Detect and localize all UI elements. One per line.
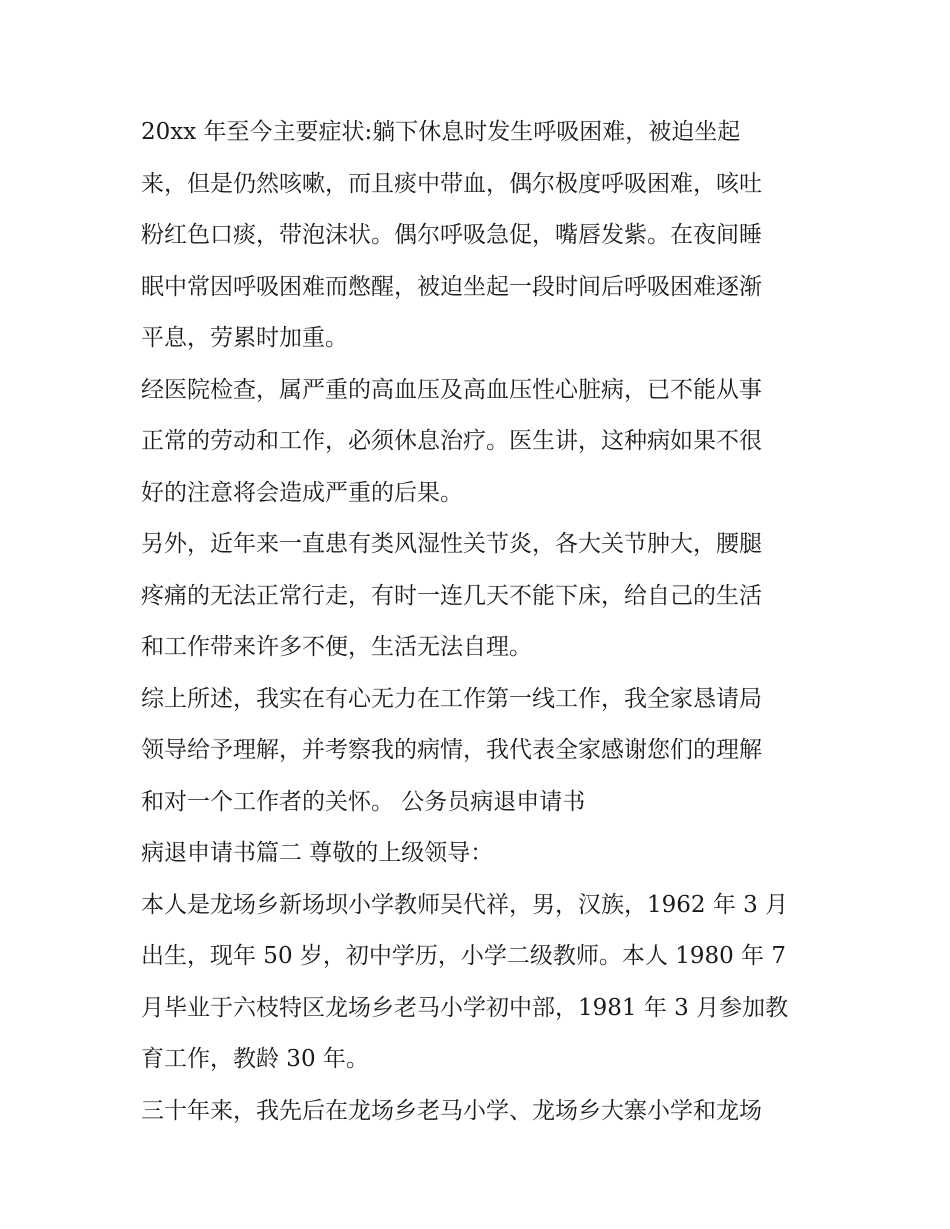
text-line: 正常的劳动和工作，必须休息治疗。医生讲，这种病如果不很 — [141, 428, 762, 454]
text-line: 经医院检查，属严重的高血压及高血压性心脏病，已不能从事 — [141, 376, 762, 403]
text-line: 眠中常因呼吸困难而憋醒，被迫坐起一段时间后呼吸困难逐渐 — [141, 273, 762, 300]
text-line: 和工作带来许多不便，生活无法自理。 — [141, 634, 532, 660]
text-line: 好的注意将会造成严重的后果。 — [141, 479, 463, 506]
text-line: 来，但是仍然咳嗽，而且痰中带血，偶尔极度呼吸困难，咳吐 — [141, 170, 762, 197]
text-line: 20xx 年至今主要症状:躺下休息时发生呼吸困难，被迫坐起 — [141, 119, 741, 145]
paragraph-conclusion — [141, 674, 816, 829]
text-line: 育工作，教龄 30 年。 — [141, 1046, 369, 1072]
document-body — [141, 107, 816, 1137]
text-line: 平息，劳累时加重。 — [141, 325, 348, 351]
paragraph-hospital-exam — [141, 365, 816, 520]
text-line: 综上所述，我实在有心无力在工作第一线工作，我全家恳请局 — [141, 685, 762, 712]
text-line: 和对一个工作者的关怀。 公务员病退申请书 — [141, 788, 586, 815]
text-line: 粉红色口痰，带泡沫状。偶尔呼吸急促，嘴唇发紫。在夜间睡 — [141, 222, 762, 248]
text-line: 病退申请书篇二 尊敬的上级领导： — [141, 840, 494, 866]
text-line: 疼痛的无法正常行走，有时一连几天不能下床，给自己的生活 — [141, 582, 762, 609]
text-line: 三十年来，我先后在龙场乡老马小学、龙场乡大寨小学和龙场 — [141, 1097, 762, 1124]
paragraph-letter-two-heading — [141, 828, 816, 880]
paragraph-self-introduction — [141, 880, 816, 1086]
text-line: 月毕业于六枝特区龙场乡老马小学初中部，1981 年 3 月参加教 — [141, 994, 789, 1021]
paragraph-symptoms — [141, 107, 816, 365]
text-line: 出生，现年 50 岁，初中学历，小学二级教师。本人 1980 年 7 — [141, 943, 786, 969]
text-line: 领导给予理解，并考察我的病情，我代表全家感谢您们的理解 — [141, 737, 762, 763]
paragraph-thirty-years — [141, 1086, 816, 1138]
paragraph-arthritis — [141, 519, 816, 674]
text-line: 另外，近年来一直患有类风湿性关节炎，各大关节肿大，腰腿 — [141, 531, 762, 557]
text-line: 本人是龙场乡新场坝小学教师吴代祥，男，汉族，1962 年 3 月 — [141, 891, 789, 918]
